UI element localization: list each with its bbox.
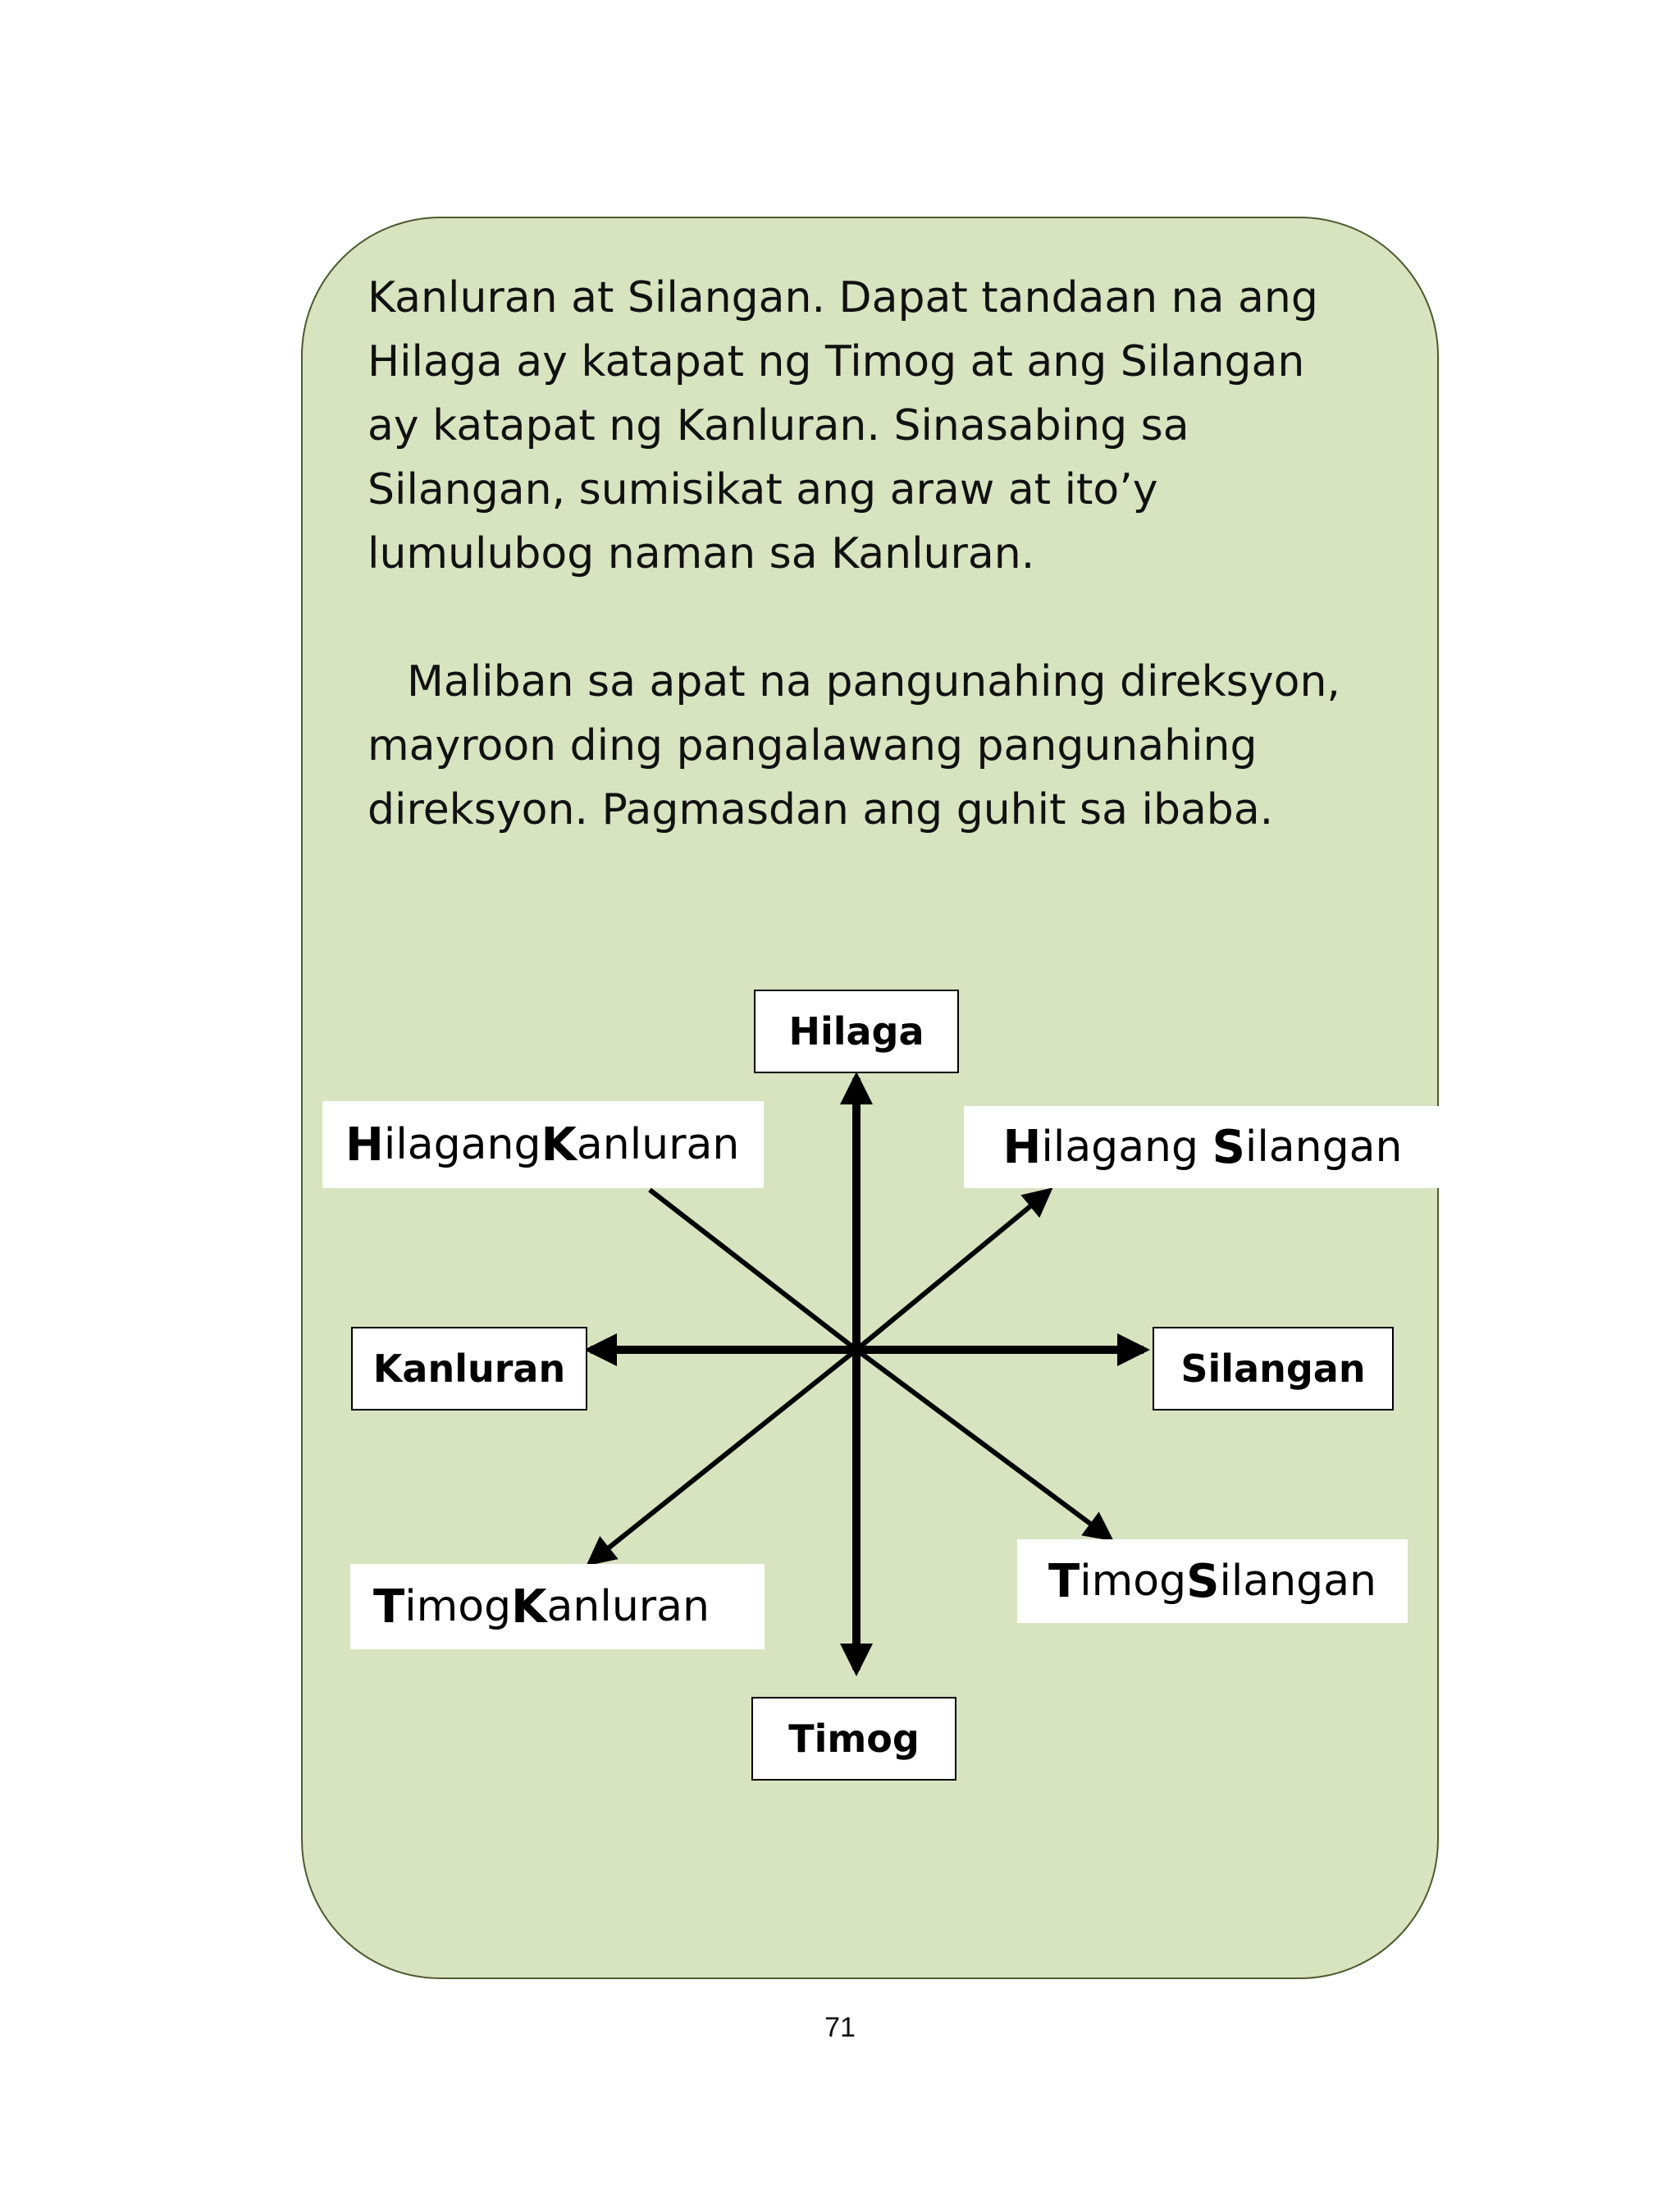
paragraph-line: lumulubog naman sa Kanluran. bbox=[368, 529, 1035, 578]
arrow-southwest bbox=[591, 1350, 856, 1562]
arrow-northeast bbox=[856, 1191, 1048, 1350]
initial-letter: H bbox=[1002, 1120, 1042, 1174]
label-hilagang-silangan bbox=[964, 1106, 1441, 1188]
arrow-southeast bbox=[856, 1350, 1109, 1538]
paragraph-line: Kanluran at Silangan. Dapat tandaan na ang bbox=[368, 273, 1318, 322]
label-timog-silangan bbox=[1017, 1539, 1408, 1623]
label-hilaga: Hilaga bbox=[754, 990, 959, 1073]
label-text: ilangan bbox=[1219, 1557, 1377, 1606]
initial-letter: T bbox=[1048, 1554, 1080, 1608]
label-kanluran: Kanluran bbox=[351, 1327, 587, 1410]
initial-letter: K bbox=[541, 1118, 577, 1172]
paragraph-line: direksyon. Pagmasdan ang guhit sa ibaba. bbox=[368, 785, 1274, 834]
label-text: ilagang bbox=[383, 1120, 541, 1169]
paragraph-line: Hilaga ay katapat ng Timog at ang Silangan bbox=[368, 337, 1305, 386]
label-text: imog bbox=[404, 1582, 512, 1631]
label-text: imog bbox=[1080, 1557, 1187, 1606]
initial-letter: T bbox=[373, 1580, 405, 1634]
paragraph-line: ay katapat ng Kanluran. Sinasabing sa bbox=[368, 401, 1189, 450]
paragraph-line: mayroon ding pangalawang pangunahing bbox=[368, 721, 1258, 770]
initial-letter: S bbox=[1212, 1120, 1245, 1174]
initial-letter: S bbox=[1186, 1554, 1220, 1608]
initial-letter: H bbox=[345, 1118, 384, 1172]
label-text: anluran bbox=[546, 1582, 710, 1631]
page-number: 71 bbox=[824, 2012, 856, 2043]
paragraph-line: Silangan, sumisikat ang araw at ito’y bbox=[368, 465, 1158, 514]
label-text: ilangan bbox=[1244, 1122, 1403, 1172]
label-silangan: Silangan bbox=[1153, 1327, 1394, 1410]
line-northwest bbox=[650, 1190, 856, 1350]
label-timog: Timog bbox=[751, 1697, 956, 1781]
initial-letter: K bbox=[511, 1580, 547, 1634]
label-text: ilagang bbox=[1041, 1122, 1212, 1172]
paragraph-line: Maliban sa apat na pangunahing direksyon, bbox=[407, 657, 1340, 706]
label-hilagang-kanluran bbox=[322, 1101, 764, 1188]
label-text: anluran bbox=[576, 1120, 740, 1169]
label-timog-kanluran bbox=[350, 1564, 765, 1649]
